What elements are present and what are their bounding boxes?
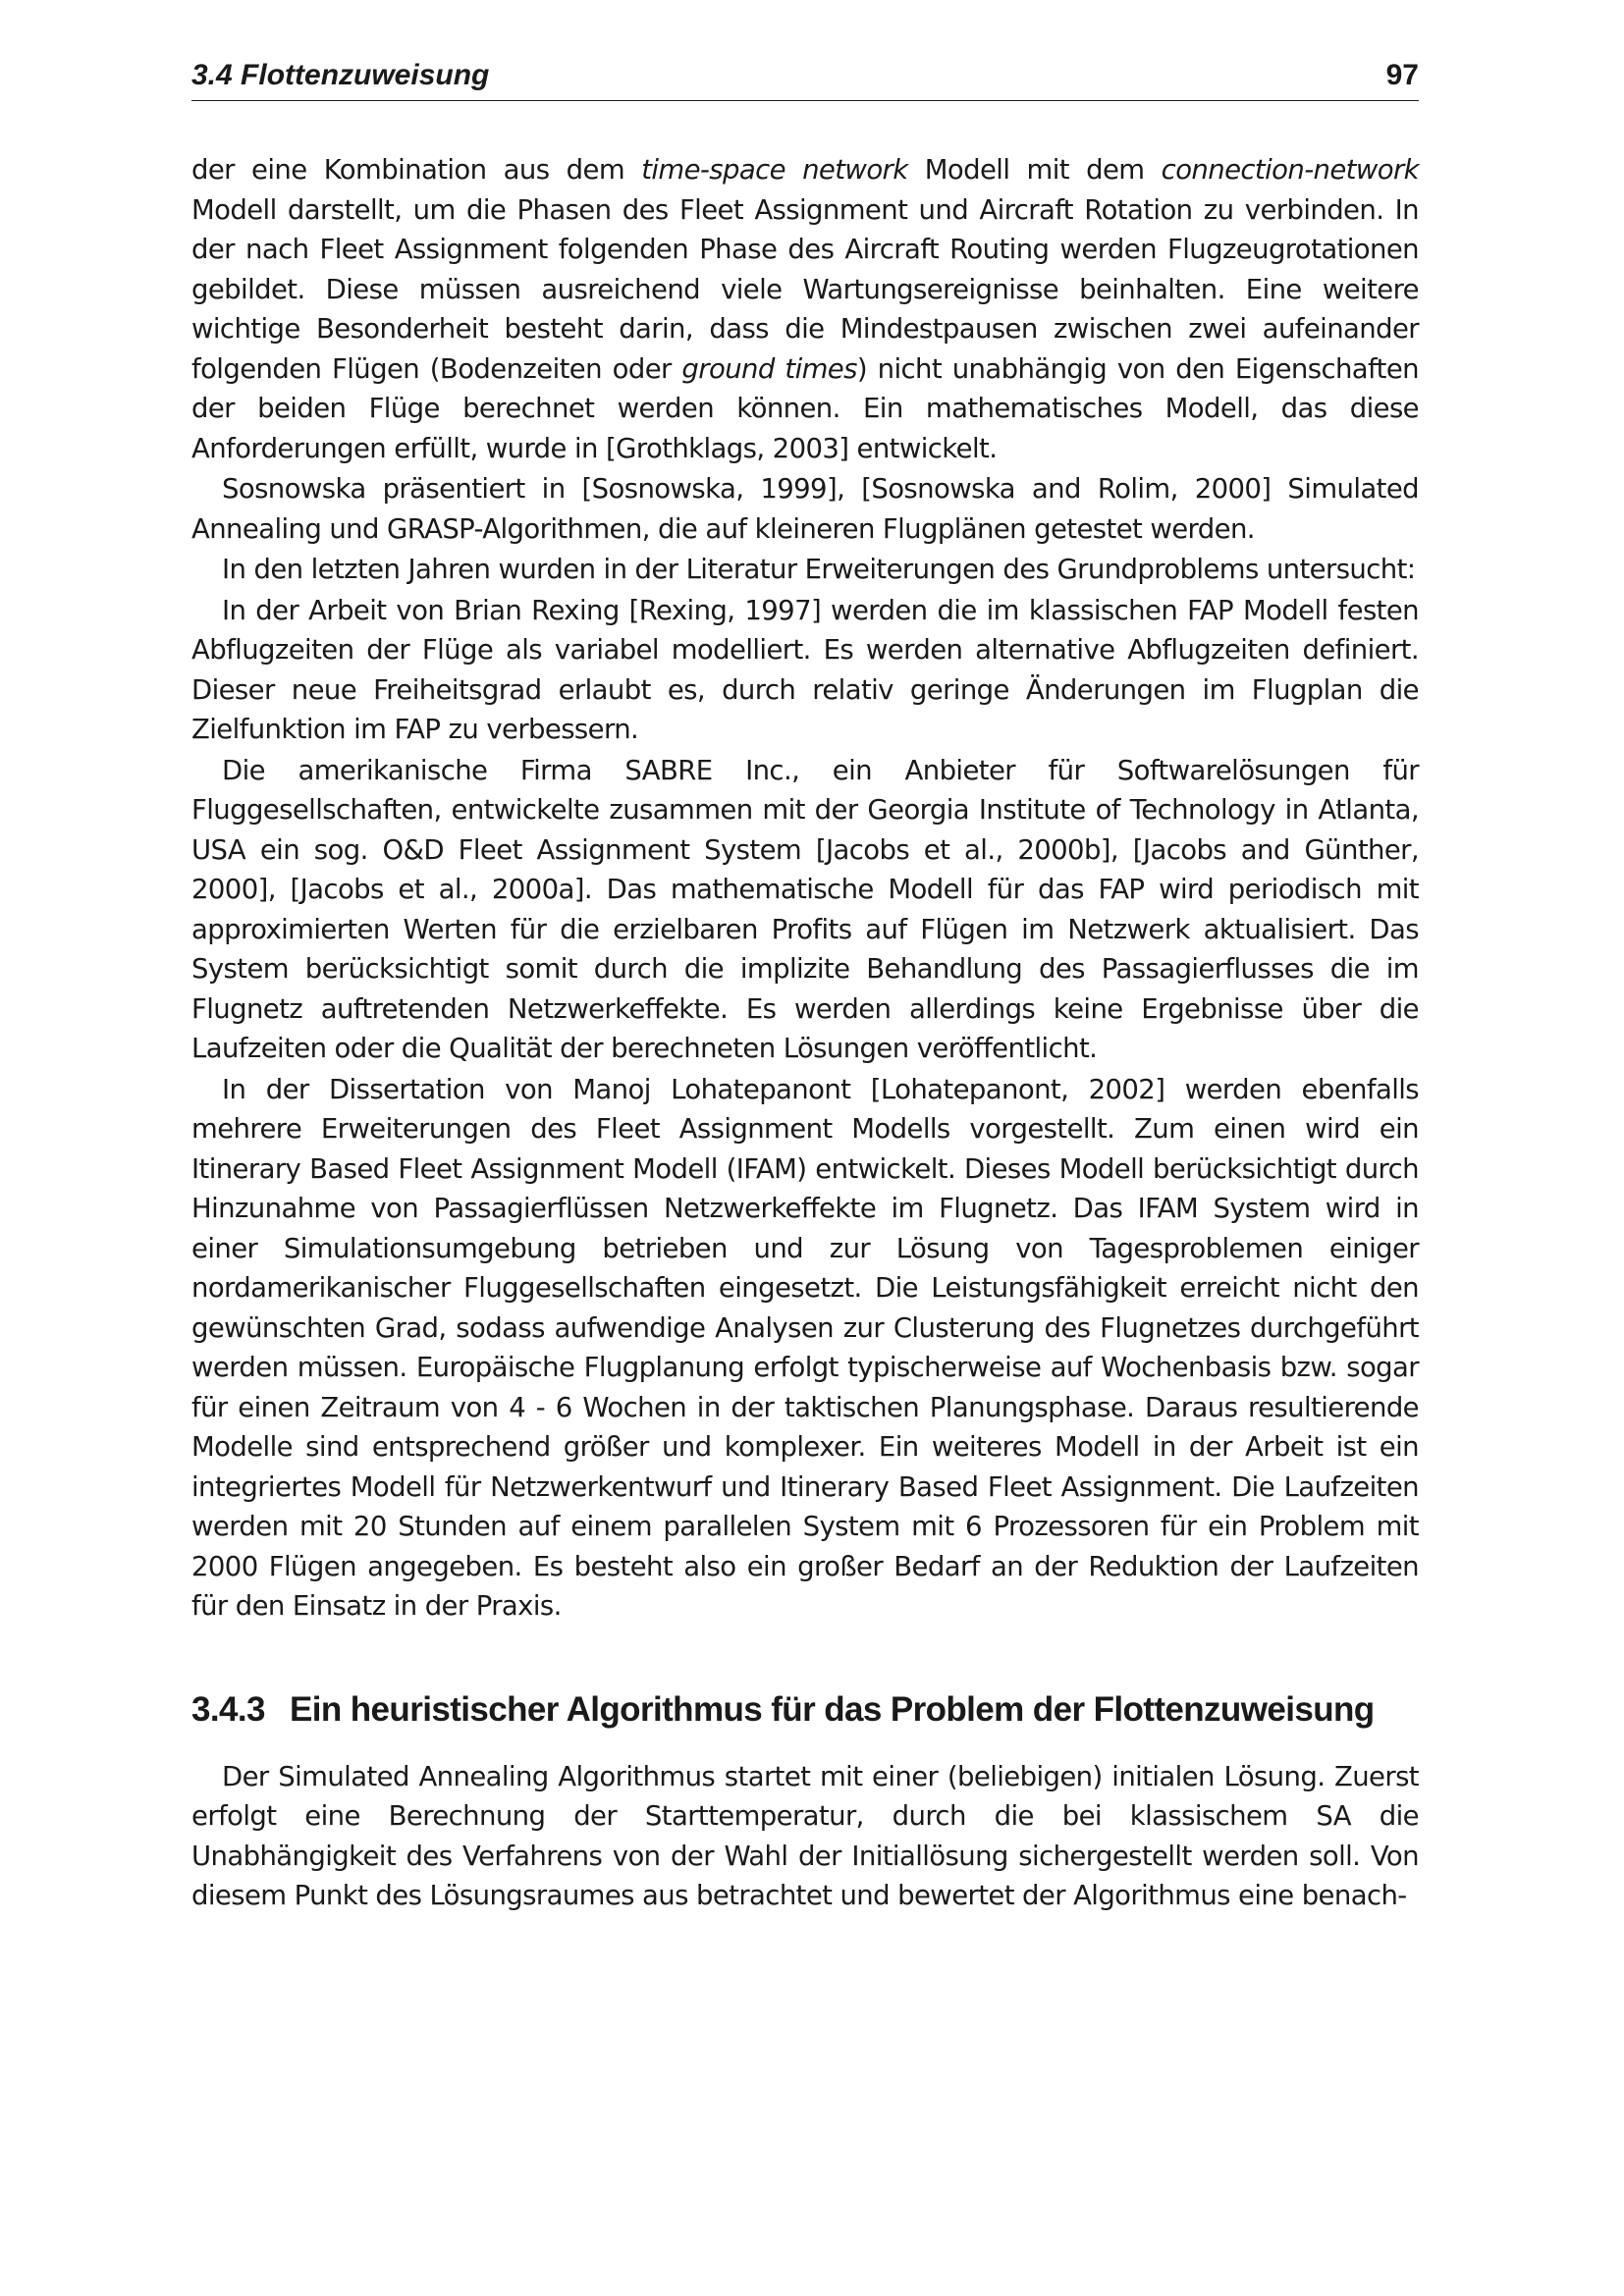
paragraph-1: der eine Kombination aus dem time-space network Modell mit dem connection-network Modell darstellt, um die Phasen des Fleet Assignment und Aircraft Rotation zu verbinden. In der nach Fleet Assignment folgenden Phase des Aircraft Routing werden Flugzeugrotationen gebildet. Diese müssen ausreichend viele Wartungsereignisse beinhalten. Eine weitere wichtige Besonderheit besteht darin, dass die Mindestpausen zwischen zwei aufeinander folgenden Flügen (Bodenzeiten oder ground times) nicht unabhängig von den Eigenschaften der beiden Flüge berechnet werden können. Ein mathematisches Modell, das diese Anforderungen erfüllt, wurde in [Grothklags, 2003] entwickelt. <box>191 154 1419 464</box>
paragraph-3: In den letzten Jahren wurden in der Literatur Erweiterungen des Grundproblems untersucht: <box>222 554 1416 585</box>
section-paragraph-1: Der Simulated Annealing Algorithmus startet mit einer (beliebigen) initialen Lösung. Zuerst erfolgt eine Berechnung der Starttemperatur, durch die bei klassischem SA die Unabhängigkeit des Verfahrens von der Wahl der Initiallösung sichergestellt werden soll. Von diesem Punkt des Lösungsraumes aus betrachtet und bewertet der Algorithmus eine benach- <box>191 1760 1419 1911</box>
paragraph-2: Sosnowska präsentiert in [Sosnowska, 1999], [Sosnowska and Rolim, 2000] Simulated Annealing und GRASP-Algorithmen, die auf kleineren Flugplänen getestet werden. <box>191 473 1419 545</box>
running-header <box>191 59 1419 101</box>
italic-term: ground times <box>681 352 857 385</box>
section-title: Ein heuristischer Algorithmus für das Problem der Flottenzuweisung <box>290 1689 1375 1729</box>
section-heading <box>191 1687 1419 1732</box>
body-text <box>191 150 1419 1916</box>
italic-term: connection-network <box>1161 154 1419 186</box>
page-number: 97 <box>1385 59 1419 91</box>
italic-term: time-space network <box>641 154 908 186</box>
paragraph-4: In der Arbeit von Brian Rexing [Rexing, 1997] werden die im klassischen FAP Modell festen Abflugzeiten der Flüge als variabel modelliert. Es werden alternative Abflugzeiten definiert. Dieser neue Freiheitsgrad erlaubt es, durch relativ geringe Änderungen im Flugplan die Zielfunktion im FAP zu verbessern. <box>191 594 1419 745</box>
paragraph-6: In der Dissertation von Manoj Lohatepanont [Lohatepanont, 2002] werden ebenfalls mehrere Erweiterungen des Fleet Assignment Modells vorgestellt. Zum einen wird ein Itinerary Based Fleet Assignment Modell (IFAM) entwickelt. Dieses Modell berücksichtigt durch Hinzunahme von Passagierflüssen Netzwerkeffekte im Flugnetz. Das IFAM System wird in einer Simulationsumgebung betrieben und zur Lösung von Tagesproblemen einiger nordamerikanischer Fluggesellschaften eingesetzt. Die Leistungsfähigkeit erreicht nicht den gewünschten Grad, sodass aufwendige Analysen zur Clusterung des Flugnetzes durchgeführt werden müssen. Europäische Flugplanung erfolgt typischerweise auf Wochenbasis bzw. sogar für einen Zeitraum von 4 - 6 Wochen in der taktischen Planungsphase. Daraus resultierende Modelle sind entsprechend größer und komplexer. Ein weiteres Modell in der Arbeit ist ein integriertes Modell für Netzwerkentwurf und Itinerary Based Fleet Assignment. Die Laufzeiten werden mit 20 Stunden auf einem parallelen System mit 6 Prozessoren für ein Problem mit 2000 Flügen angegeben. Es besteht also ein großer Bedarf an der Reduktion der Laufzeiten für den Einsatz in der Praxis. <box>191 1073 1419 1622</box>
paragraph-5: Die amerikanische Firma SABRE Inc., ein Anbieter für Softwarelösungen für Fluggesellschaften, entwickelte zusammen mit der Georgia Institute of Technology in Atlanta, USA ein sog. O&D Fleet Assignment System [Jacobs et al., 2000b], [Jacobs and Günther, 2000], [Jacobs et al., 2000a]. Das mathematische Modell für das FAP wird periodisch mit approximierten Werten für die erzielbaren Profits auf Flügen im Netzwerk aktualisiert. Das System berücksichtigt somit durch die implizite Behandlung des Passagierflusses die im Flugnetz auftretenden Netzwerkeffekte. Es werden allerdings keine Ergebnisse über die Laufzeiten oder die Qualität der berechneten Lösungen veröffentlicht. <box>191 754 1419 1064</box>
section-number: 3.4.3 <box>191 1689 265 1729</box>
page <box>191 59 1419 1917</box>
running-header-title: 3.4 Flottenzuweisung <box>191 59 490 91</box>
